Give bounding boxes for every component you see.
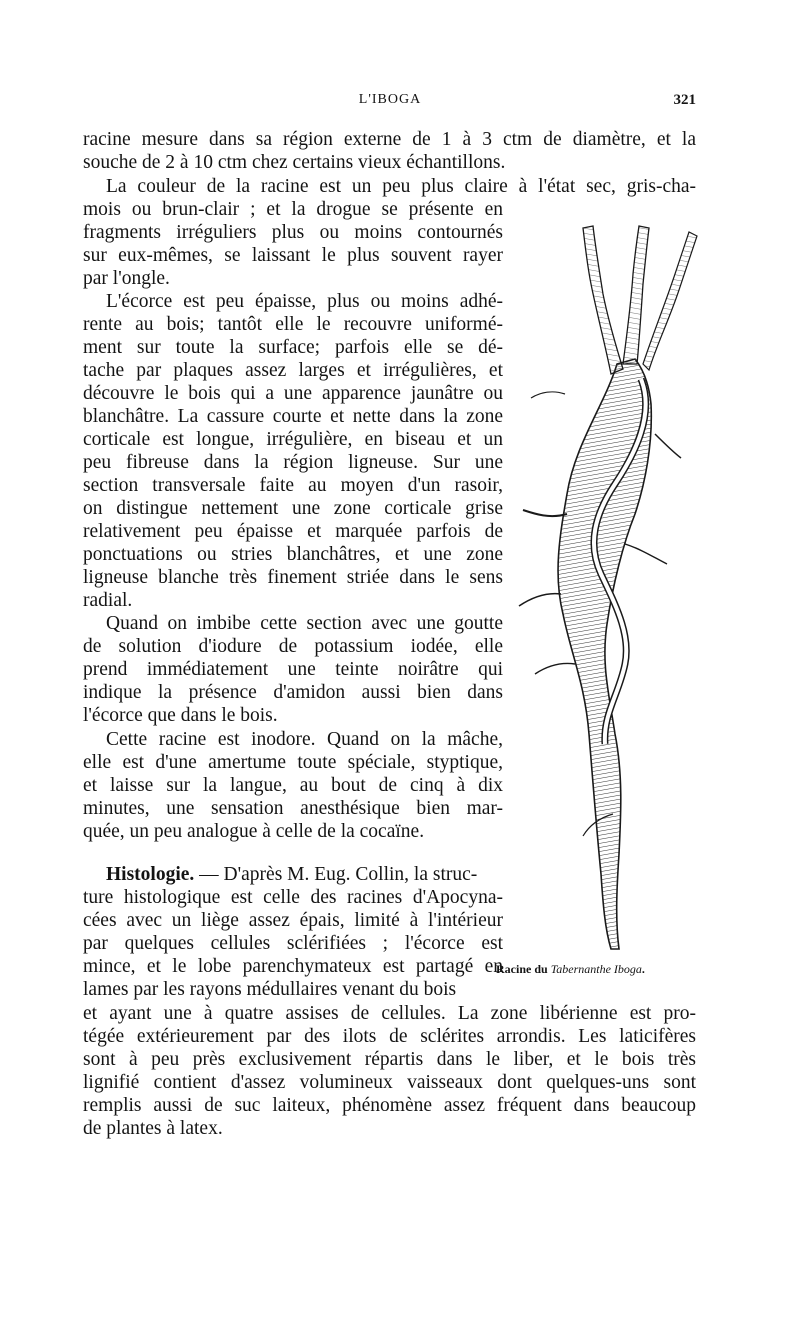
text-line: rente au bois; tantôt elle le recouvre uniformé- xyxy=(83,314,503,335)
text-line: par quelques cellules sclérifiées ; l'écorce est xyxy=(83,933,503,954)
text-line: ponctuations ou stries blanchâtres, et une zone xyxy=(83,544,503,565)
page-header xyxy=(80,92,700,116)
text-line: relativement peu épaisse et marquée parfois de xyxy=(83,521,503,542)
text-line: ment sur toute la surface; parfois elle se dé- xyxy=(83,337,503,358)
root-illustration xyxy=(505,214,700,956)
text-line: l'écorce que dans le bois. xyxy=(83,705,278,726)
text-line: peu fibreuse dans la région ligneuse. Sur une xyxy=(83,452,503,473)
text-line: de plantes à latex. xyxy=(83,1118,223,1139)
running-title: L'IBOGA xyxy=(358,92,422,107)
text-line: lignifié contient d'assez volumineux vaisseaux dont quelques-uns sont xyxy=(83,1072,696,1093)
text-line: blanchâtre. La cassure courte et nette dans la zone xyxy=(83,406,503,427)
text-line: quée, un peu analogue à celle de la cocaïne. xyxy=(83,821,425,842)
text-line: fragments irréguliers plus ou moins contournés xyxy=(83,222,503,243)
text-line: sur eux-mêmes, se laissant le plus souvent rayer xyxy=(83,245,503,266)
text-line: remplis aussi de suc laiteux, phénomène assez fréquent dans beaucoup xyxy=(83,1095,696,1116)
caption-suffix: . xyxy=(641,962,645,976)
section-heading: Histologie. xyxy=(106,864,195,885)
text-line: La couleur de la racine est un peu plus claire à l'état sec, gris-cha- xyxy=(106,176,696,197)
text-line: Quand on imbibe cette section avec une goutte xyxy=(106,613,503,634)
text-line: et laisse sur la langue, au bout de cinq à dix xyxy=(83,775,503,796)
caption-prefix: Racine du xyxy=(496,962,551,976)
text-line: elle est d'une amertume toute spéciale, styptique, xyxy=(83,752,503,773)
text-line: tache par plaques assez larges et irrégulières, et xyxy=(83,360,503,381)
text-line: mois ou brun-clair ; et la drogue se présente en xyxy=(83,199,503,220)
text-line: par l'ongle. xyxy=(83,268,170,289)
text-line: souche de 2 à 10 ctm chez certains vieux échantillons. xyxy=(83,152,506,173)
text-line: mince, et le lobe parenchymateux est partagé en xyxy=(83,956,503,977)
page-number: 321 xyxy=(673,92,696,108)
text-line: section transversale faite au moyen d'un rasoir, xyxy=(83,475,503,496)
text-line: corticale est longue, irrégulière, en biseau et un xyxy=(83,429,503,450)
text-line: L'écorce est peu épaisse, plus ou moins adhé- xyxy=(106,291,503,312)
text-line: ligneuse blanche très finement striée dans le sens xyxy=(83,567,503,588)
figure-caption xyxy=(496,962,645,977)
text-line: Cette racine est inodore. Quand on la mâche, xyxy=(106,729,503,750)
text-line: radial. xyxy=(83,590,133,611)
text-line: lames par les rayons médullaires venant du bois xyxy=(83,979,457,1000)
caption-species: Tabernanthe Iboga xyxy=(550,962,642,976)
text-line: de solution d'iodure de potassium iodée, elle xyxy=(83,636,503,657)
text-line: cées avec un liège assez épais, limité à l'intérieur xyxy=(83,910,503,931)
histologie-line xyxy=(106,864,503,887)
text-line: racine mesure dans sa région externe de 1 à 3 ctm de diamètre, et la xyxy=(83,129,696,150)
text-run: — D'après M. Eug. Collin, la struc- xyxy=(194,864,478,885)
text-line: prend immédiatement une teinte noirâtre qui xyxy=(83,659,503,680)
text-line: indique la présence d'amidon aussi bien dans xyxy=(83,682,503,703)
text-line: tégée extérieurement par des ilots de sclérites arrondis. Les laticifères xyxy=(83,1026,696,1047)
text-line: on distingue nettement une zone corticale grise xyxy=(83,498,503,519)
text-line: découvre le bois qui a une apparence jaunâtre ou xyxy=(83,383,503,404)
text-line: sont à peu près exclusivement répartis dans le liber, et le bois très xyxy=(83,1049,696,1070)
text-line: ture histologique est celle des racines d'Apocyna- xyxy=(83,887,503,908)
text-line: et ayant une à quatre assises de cellules. La zone libérienne est pro- xyxy=(83,1003,696,1024)
text-line: minutes, une sensation anesthésique bien mar- xyxy=(83,798,503,819)
